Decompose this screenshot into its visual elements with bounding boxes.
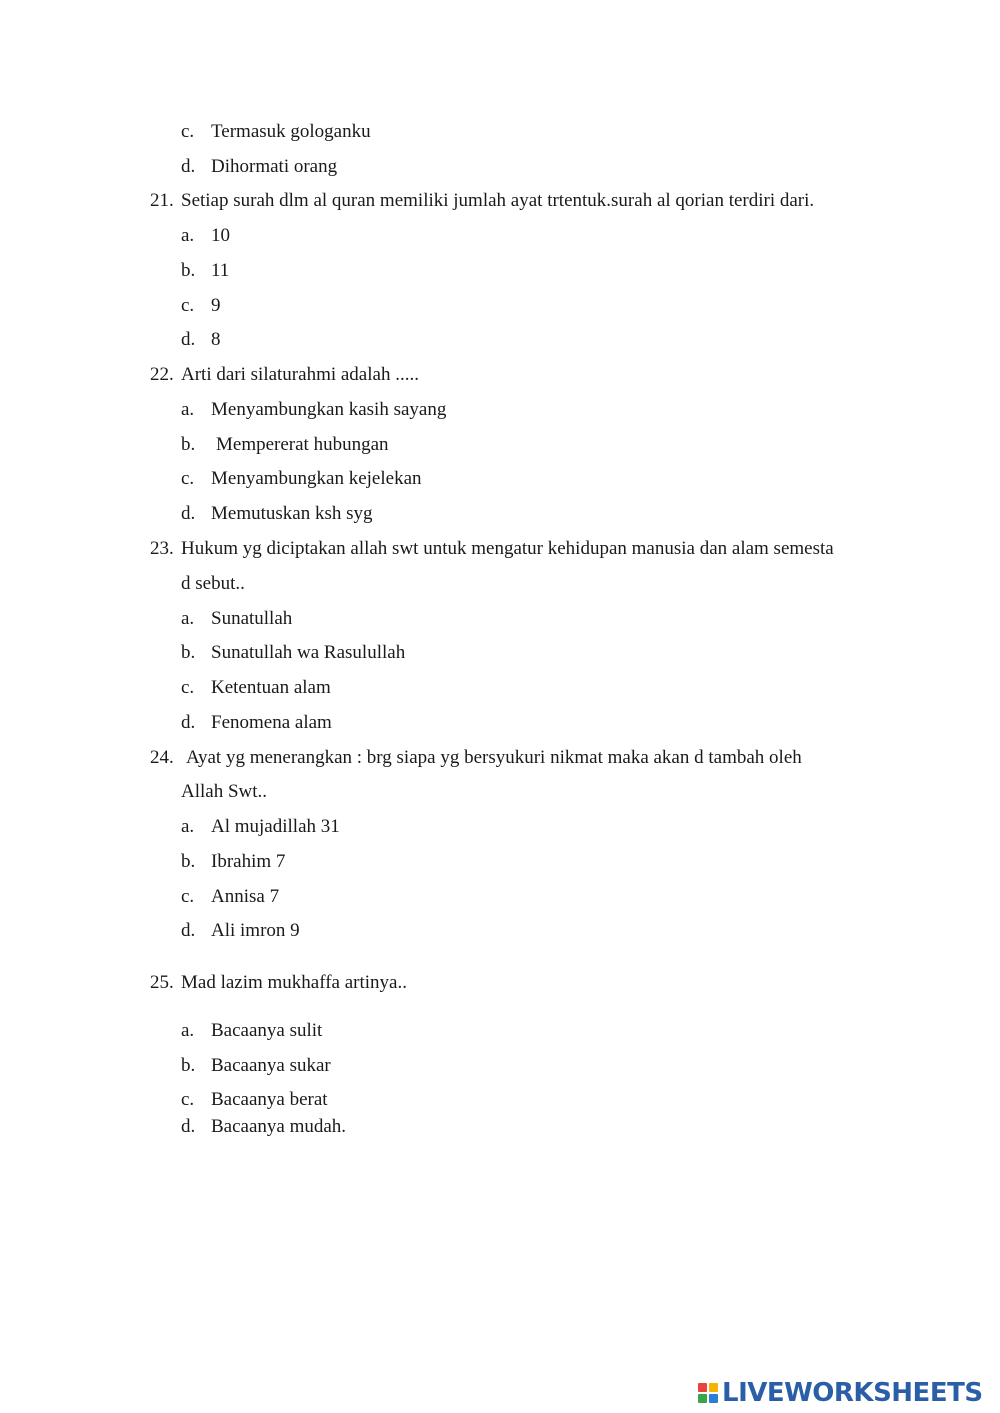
text-label: 10 [211, 225, 230, 246]
text-label: Menyambungkan kasih sayang [211, 399, 447, 420]
answer-option [181, 1088, 328, 1112]
answer-option [181, 259, 229, 283]
option-letter: b. [181, 642, 196, 663]
option-letter: a. [181, 1020, 195, 1041]
question-24 [150, 746, 802, 770]
answer-option [181, 885, 279, 909]
text-label: Termasuk gologanku [211, 121, 371, 142]
answer-option [181, 294, 221, 318]
text-label: Arti dari silaturahmi adalah ..... [181, 364, 419, 385]
option-letter: d. [181, 712, 196, 733]
text-label: Memutuskan ksh syg [211, 503, 373, 524]
answer-option [181, 815, 340, 839]
answer-option [181, 502, 373, 526]
answer-option [181, 607, 292, 631]
option-letter: c. [181, 677, 195, 698]
answer-option [181, 120, 371, 144]
option-letter: c. [181, 468, 195, 489]
question-number: 22. [150, 364, 174, 385]
text-label: Fenomena alam [211, 712, 332, 733]
text-label: 11 [211, 260, 230, 281]
text-label: Ali imron 9 [211, 920, 300, 941]
option-letter: d. [181, 920, 196, 941]
text-label: Bacaanya mudah. [211, 1116, 347, 1137]
text-label: Ketentuan alam [211, 677, 331, 698]
option-letter: d. [181, 156, 196, 177]
question-21 [150, 189, 814, 213]
text-label: Mad lazim mukhaffa artinya.. [181, 972, 407, 993]
text-label: 9 [211, 295, 221, 316]
option-letter: d. [181, 329, 196, 350]
option-letter: c. [181, 1089, 195, 1110]
question-23 [150, 537, 834, 561]
option-letter: a. [181, 608, 195, 629]
question-number: 24. [150, 747, 174, 768]
text-label: Annisa 7 [211, 886, 280, 907]
option-letter: b. [181, 851, 196, 872]
option-letter: c. [181, 886, 195, 907]
text-label: Sunatullah [211, 608, 293, 629]
option-letter: b. [181, 434, 196, 455]
option-letter: c. [181, 121, 195, 142]
answer-option [181, 1115, 346, 1139]
question-number: 25. [150, 972, 174, 993]
text-label: Menyambungkan kejelekan [211, 468, 422, 489]
text-label: Bacaanya sukar [211, 1055, 331, 1076]
question-22 [150, 363, 419, 387]
question-number: 23. [150, 538, 174, 559]
answer-option [181, 1054, 331, 1078]
text-label: Ayat yg menerangkan : brg siapa yg bersyukuri nikmat maka akan d tambah oleh [186, 747, 802, 768]
text-label: Sunatullah wa Rasulullah [211, 642, 406, 663]
option-letter: d. [181, 1116, 196, 1137]
question-25 [150, 971, 407, 995]
answer-option [181, 155, 337, 179]
answer-option [181, 641, 405, 665]
text-label: Mempererat hubungan [216, 434, 389, 455]
option-letter: a. [181, 816, 195, 837]
question-number: 21. [150, 190, 174, 211]
text-label: 8 [211, 329, 221, 350]
question-23-continuation: d sebut.. [181, 573, 245, 594]
option-letter: b. [181, 260, 196, 281]
logo-square [698, 1383, 707, 1392]
text-label: Ibrahim 7 [211, 851, 286, 872]
liveworksheets-logo-icon [698, 1383, 718, 1403]
option-letter: b. [181, 1055, 196, 1076]
liveworksheets-logo[interactable] [698, 1376, 983, 1410]
answer-option [181, 433, 389, 457]
answer-option [181, 1019, 322, 1043]
logo-square [709, 1394, 718, 1403]
answer-option [181, 398, 446, 422]
option-letter: c. [181, 295, 195, 316]
answer-option [181, 919, 300, 943]
text-label: Setiap surah dlm al quran memiliki jumlah ayat trtentuk.surah al qorian terdiri dari. [181, 190, 815, 211]
text-label: Hukum yg diciptakan allah swt untuk mengatur kehidupan manusia dan alam semesta [181, 538, 834, 559]
answer-option [181, 850, 285, 874]
text-label: Bacaanya sulit [211, 1020, 323, 1041]
text-label: Dihormati orang [211, 156, 338, 177]
option-letter: a. [181, 399, 195, 420]
logo-square [698, 1394, 707, 1403]
logo-text: LIVEWORKSHEETS [722, 1378, 983, 1408]
answer-option [181, 328, 221, 352]
answer-option [181, 676, 331, 700]
answer-option [181, 711, 332, 735]
option-letter: d. [181, 503, 196, 524]
answer-option [181, 224, 230, 248]
answer-option [181, 467, 422, 491]
option-letter: a. [181, 225, 195, 246]
question-24-continuation: Allah Swt.. [181, 781, 268, 802]
text-label: Bacaanya berat [211, 1089, 328, 1110]
logo-square [709, 1383, 718, 1392]
text-label: Al mujadillah 31 [211, 816, 340, 837]
